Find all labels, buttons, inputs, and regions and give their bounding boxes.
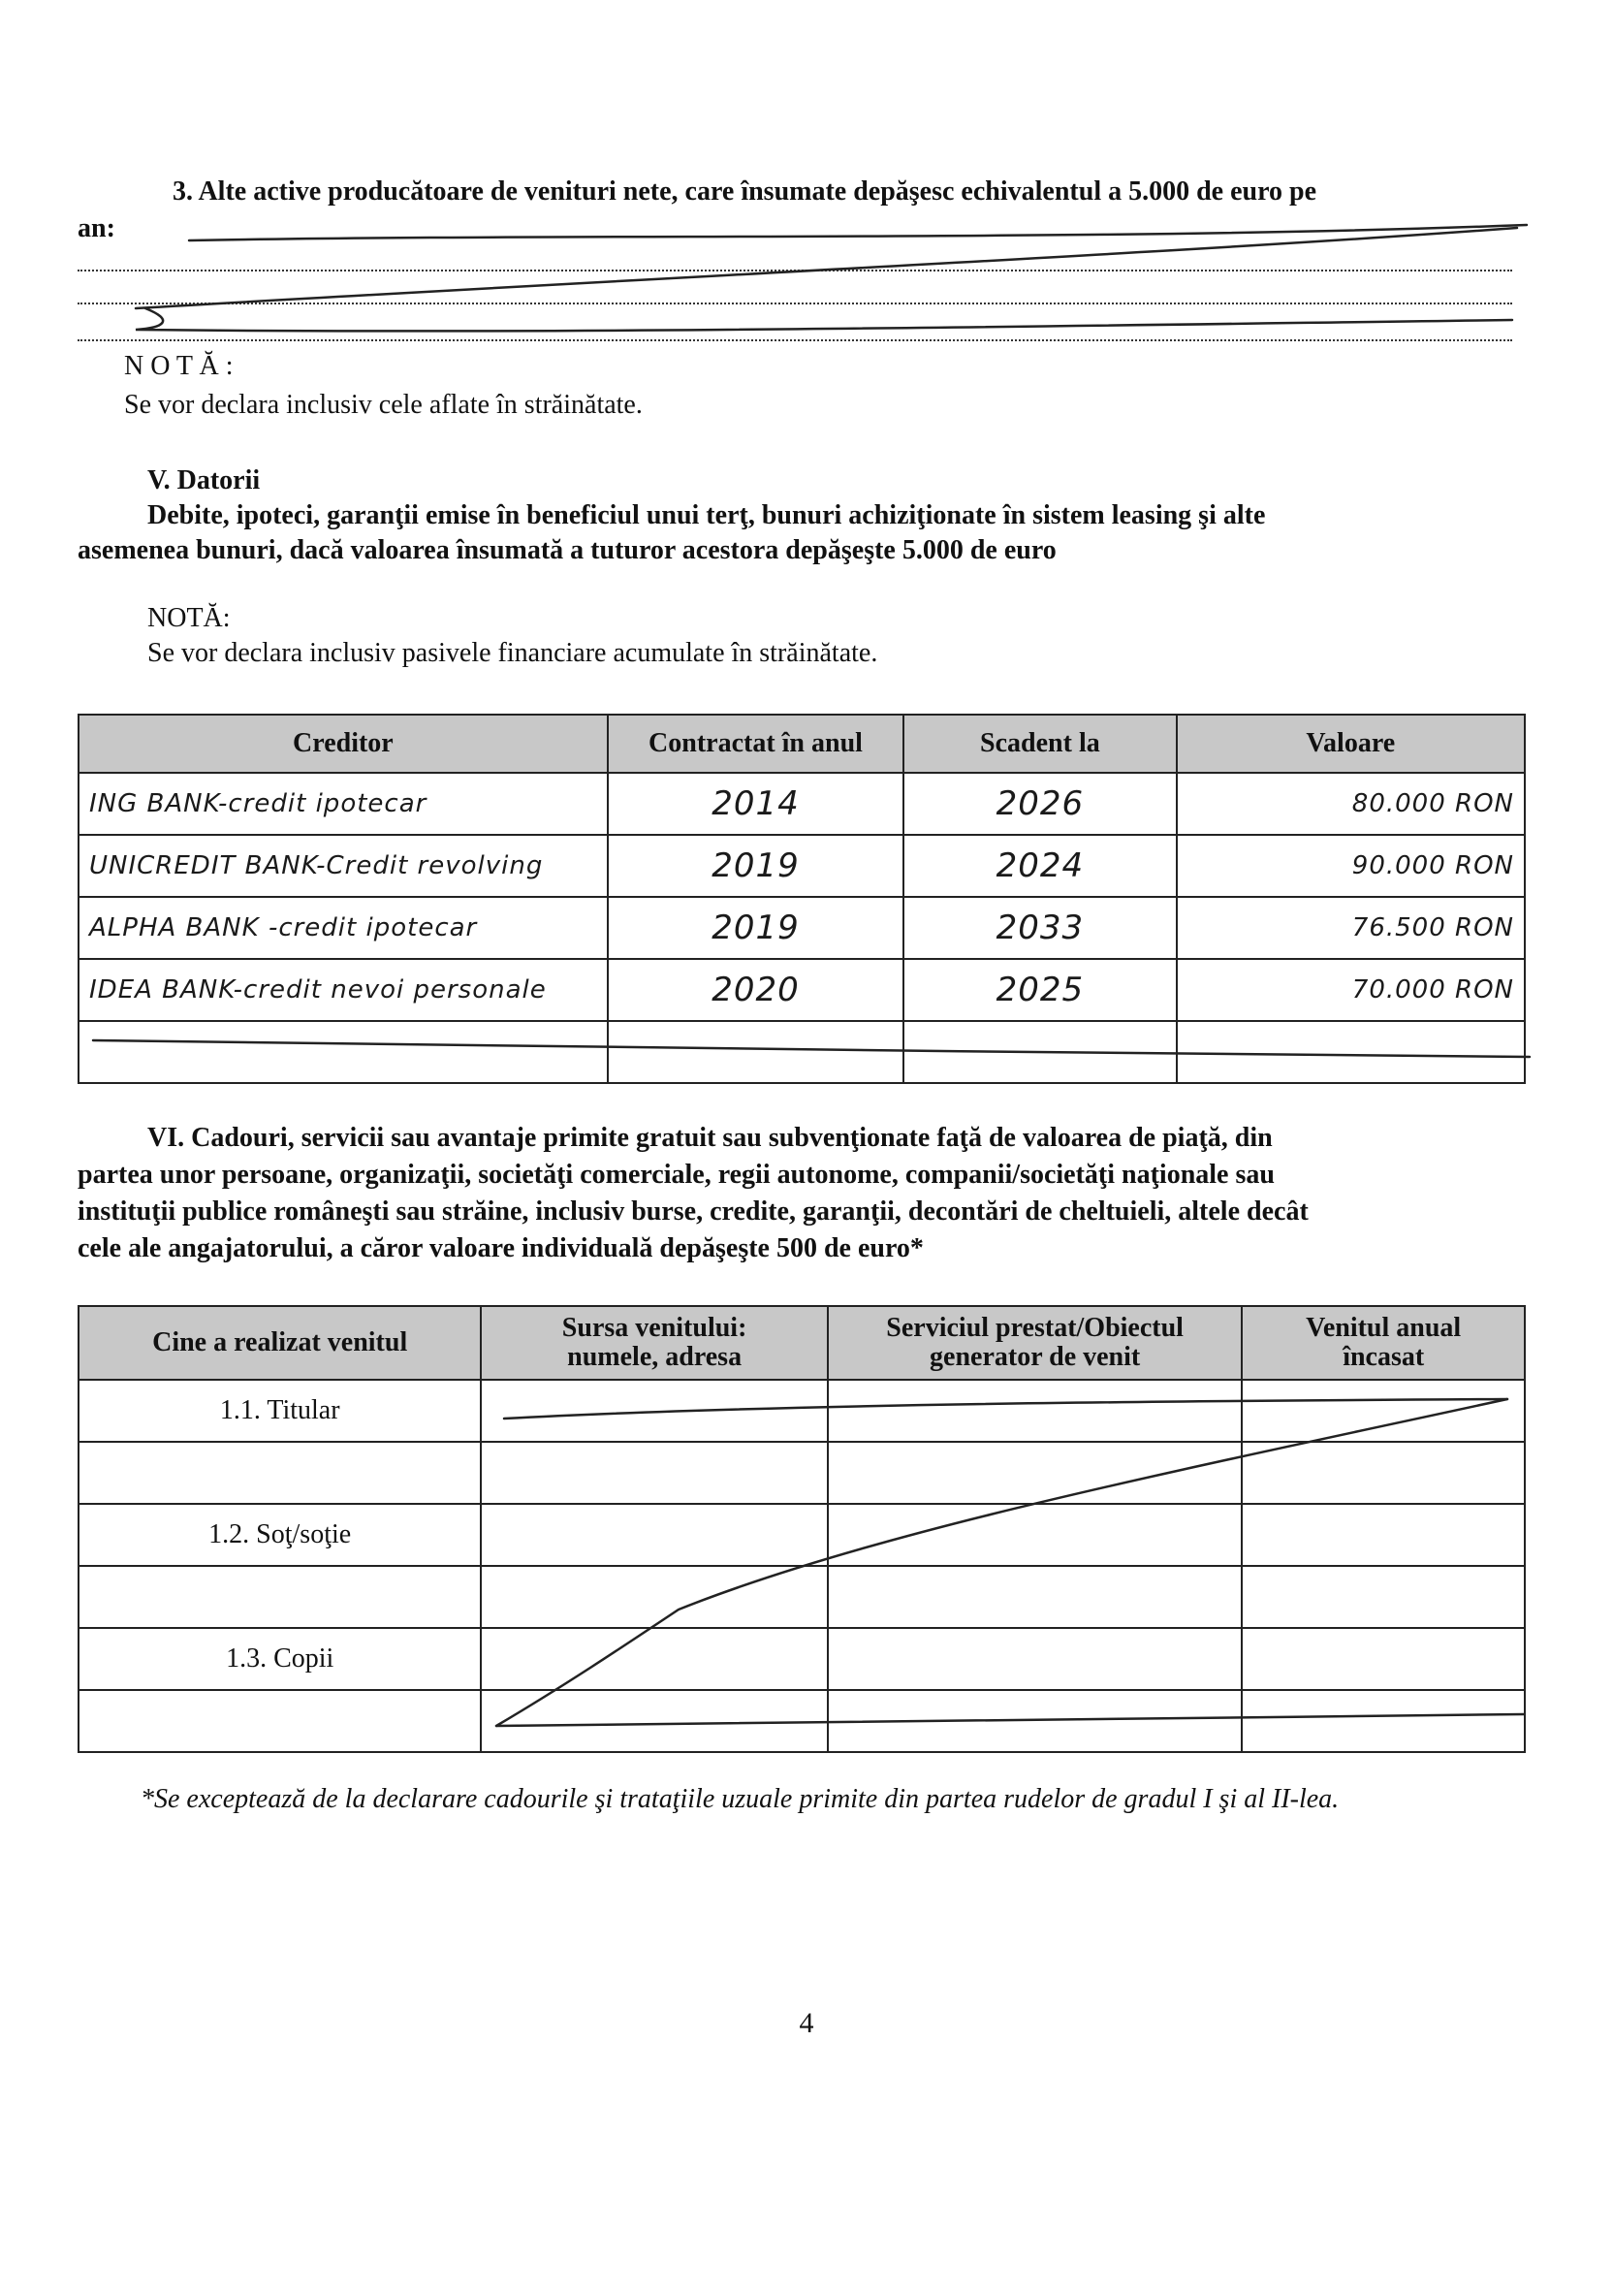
who-cell: 1.2. Soţ/soţie bbox=[79, 1504, 481, 1566]
creditor-cell: IDEA BANK-credit nevoi personale bbox=[79, 959, 608, 1021]
due-cell: 2025 bbox=[903, 959, 1176, 1021]
year-cell: 2014 bbox=[608, 773, 903, 835]
year-cell: 2020 bbox=[608, 959, 903, 1021]
section5-nota-label: NOTĂ: bbox=[147, 603, 231, 633]
who-cell: 1.1. Titular bbox=[79, 1380, 481, 1442]
strike-stroke bbox=[496, 1714, 1524, 1726]
section6-line3: instituţii publice româneşti sau străine, inclusiv burse, credite, garanţii, decontări de cheltuieli, altele decât bbox=[78, 1196, 1309, 1227]
col-income-line2: încasat bbox=[1343, 1342, 1425, 1372]
due-cell: 2026 bbox=[903, 773, 1176, 835]
col-who: Cine a realizat venitul bbox=[79, 1306, 481, 1380]
value-cell: 76.500 RON bbox=[1177, 897, 1525, 959]
col-value: Valoare bbox=[1177, 715, 1525, 773]
col-source-line2: numele, adresa bbox=[567, 1342, 743, 1372]
col-service-line1: Serviciul prestat/Obiectul bbox=[886, 1313, 1184, 1343]
year-cell: 2019 bbox=[608, 897, 903, 959]
section6-line4: cele ale angajatorului, a căror valoare individuală depăşeşte 500 de euro* bbox=[78, 1233, 924, 1263]
strike-stroke bbox=[504, 1399, 1507, 1419]
year-cell: 2019 bbox=[608, 835, 903, 897]
page-number: 4 bbox=[799, 2007, 814, 2039]
section6-line1: VI. Cadouri, servicii sau avantaje primite gratuit sau subvenţionate faţă de valoarea de piaţă, din bbox=[147, 1123, 1273, 1153]
due-cell: 2033 bbox=[903, 897, 1176, 959]
strike-stroke bbox=[496, 1399, 1507, 1726]
section6-line2: partea unor persoane, organizaţii, societăţi comerciale, regii autonome, companii/societăţi naţionale sau bbox=[78, 1160, 1275, 1190]
section5-desc-line2: asemenea bunuri, dacă valoarea însumată a tuturor acestora depăşeşte 5.000 de euro bbox=[78, 535, 1057, 565]
value-cell: 80.000 RON bbox=[1177, 773, 1525, 835]
section3-heading-cont: an: bbox=[78, 213, 115, 243]
section3-nota-label: N O T Ă : bbox=[124, 351, 234, 381]
col-contract-year: Contractat în anul bbox=[608, 715, 903, 773]
section5-nota-text: Se vor declara inclusiv pasivele financiare acumulate în străinătate. bbox=[147, 638, 878, 668]
col-creditor: Creditor bbox=[79, 715, 608, 773]
section3-nota-text: Se vor declara inclusiv cele aflate în străinătate. bbox=[124, 390, 643, 420]
creditor-cell: UNICREDIT BANK-Credit revolving bbox=[79, 835, 608, 897]
section5-desc-line1: Debite, ipoteci, garanţii emise în beneficiul unui terţ, bunuri achiziţionate în sistem leasing şi alte bbox=[147, 500, 1266, 530]
value-cell: 90.000 RON bbox=[1177, 835, 1525, 897]
strike-stroke bbox=[136, 308, 1512, 331]
value-cell: 70.000 RON bbox=[1177, 959, 1525, 1021]
col-service-line2: generator de venit bbox=[930, 1342, 1141, 1372]
strike-stroke bbox=[136, 228, 1517, 308]
footnote: *Se exceptează de la declarare cadourile şi trataţiile uzuale primite din partea rudelor de gradul I şi al II-lea. bbox=[141, 1784, 1340, 1814]
col-source-line1: Sursa venitului: bbox=[561, 1313, 747, 1343]
strike-stroke bbox=[189, 225, 1527, 240]
section3-heading: 3. Alte active producătoare de venituri nete, care însumate depăşesc echivalentul a 5.000 de euro pe bbox=[173, 176, 1317, 207]
who-cell: 1.3. Copii bbox=[79, 1628, 481, 1690]
creditor-cell: ING BANK-credit ipotecar bbox=[79, 773, 608, 835]
section5-title: V. Datorii bbox=[147, 465, 261, 495]
col-due: Scadent la bbox=[903, 715, 1176, 773]
col-income-line1: Venitul anual bbox=[1306, 1313, 1462, 1343]
creditor-cell: ALPHA BANK -credit ipotecar bbox=[79, 897, 608, 959]
due-cell: 2024 bbox=[903, 835, 1176, 897]
strike-stroke bbox=[93, 1040, 1530, 1057]
